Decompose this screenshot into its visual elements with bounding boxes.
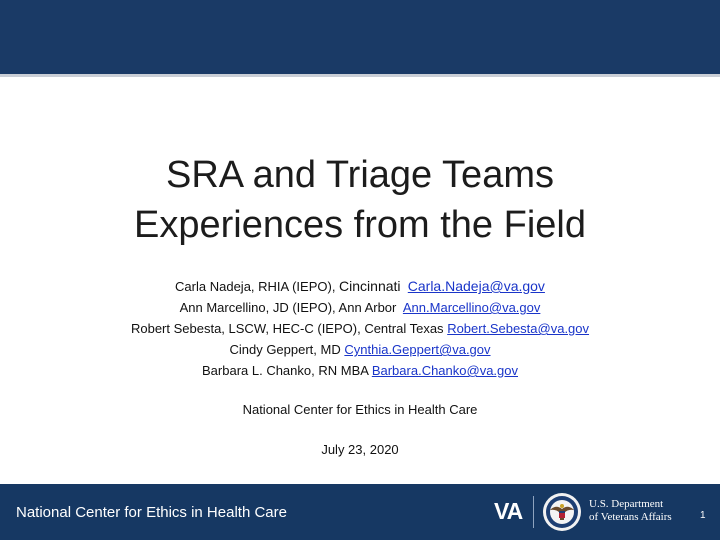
author-line bbox=[0, 297, 720, 318]
va-logo: VA bbox=[494, 498, 523, 524]
presentation-date: July 23, 2020 bbox=[321, 442, 399, 457]
author-name: Cindy Geppert, MD bbox=[229, 342, 341, 357]
author-name: Robert Sebesta, LSCW, HEC-C (IEPO), Central Texas bbox=[130, 321, 444, 336]
footer-text: National Center for Ethics in Health Care bbox=[16, 504, 287, 521]
author-email-link[interactable]: Robert.Sebesta@va.gov bbox=[447, 321, 590, 336]
title-line-2: Experiences from the Field bbox=[134, 204, 586, 246]
author-name: Barbara L. Chanko, RN MBA bbox=[202, 363, 369, 378]
logo-divider bbox=[533, 496, 534, 528]
slide-title bbox=[0, 150, 720, 250]
author-line bbox=[0, 360, 720, 381]
department-name bbox=[589, 498, 672, 524]
author-name: Carla Nadeja, RHIA (IEPO), bbox=[175, 279, 340, 294]
author-line bbox=[0, 318, 720, 339]
department-line-1: U.S. Department bbox=[589, 498, 664, 510]
author-city: Cincinnati bbox=[339, 278, 401, 294]
organization-name: National Center for Ethics in Health Care bbox=[242, 402, 478, 417]
author-line bbox=[0, 339, 720, 360]
author-email-link[interactable]: Ann.Marcellino@va.gov bbox=[402, 300, 541, 315]
author-line bbox=[0, 276, 720, 297]
header-divider bbox=[0, 74, 720, 77]
footer-bar bbox=[0, 484, 720, 540]
author-list bbox=[0, 276, 720, 381]
page-number: 1 bbox=[700, 510, 706, 521]
header-band bbox=[0, 0, 720, 74]
title-line-1: SRA and Triage Teams bbox=[166, 154, 554, 196]
va-seal-icon bbox=[542, 492, 582, 532]
author-email-link[interactable]: Barbara.Chanko@va.gov bbox=[371, 363, 518, 378]
author-name: Ann Marcellino, JD (IEPO), Ann Arbor bbox=[179, 300, 397, 315]
author-email-link[interactable]: Cynthia.Geppert@va.gov bbox=[344, 342, 491, 357]
department-line-2: of Veterans Affairs bbox=[589, 511, 672, 523]
author-email-link[interactable]: Carla.Nadeja@va.gov bbox=[407, 278, 545, 294]
